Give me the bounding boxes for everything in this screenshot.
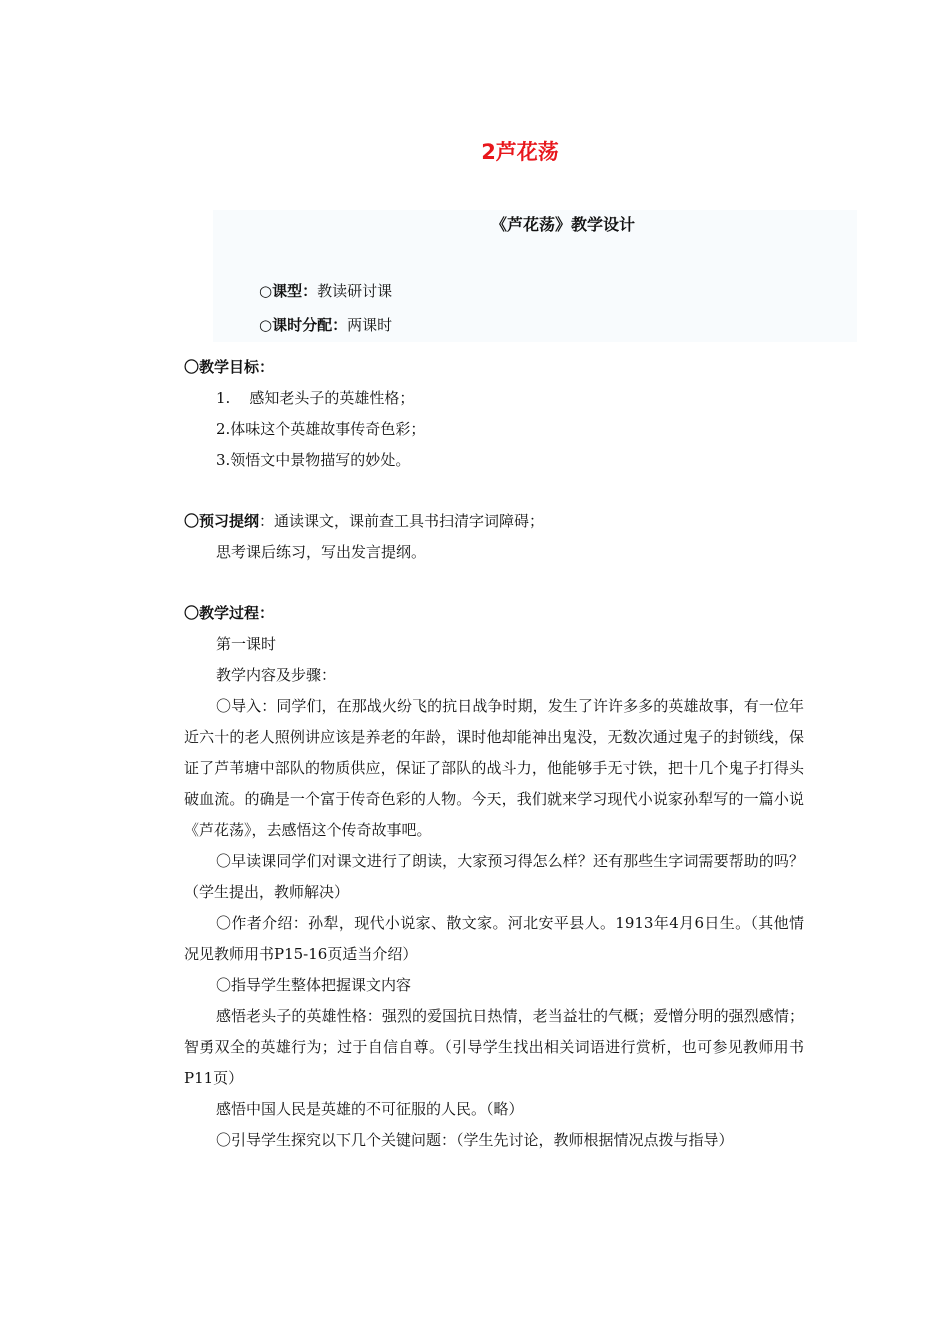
steps-title: 教学内容及步骤： <box>216 666 337 684</box>
lesson-type-label: ○课型： <box>259 282 318 300</box>
document-title: 《芦花荡》教学设计 <box>490 215 635 234</box>
preview-outline-line <box>184 506 804 537</box>
process-paragraph: 〇早读课同学们对课文进行了朗读，大家预习得怎么样？还有那些生字词需要帮助的吗？（学生提出，教师解决） <box>184 852 804 901</box>
lesson-info-box <box>213 210 857 342</box>
lesson-hours-label: ○课时分配： <box>259 316 348 334</box>
teaching-goals-section <box>184 352 804 476</box>
lesson-period: 第一课时 <box>216 635 277 653</box>
preview-outline-section <box>184 506 804 568</box>
teaching-process-heading: 〇教学过程： <box>184 604 275 622</box>
preview-outline-line-2: 思考课后练习，写出发言提纲。 <box>216 543 427 561</box>
lesson-hours-value: 两课时 <box>347 316 393 334</box>
process-paragraph: 〇指导学生整体把握课文内容 <box>216 976 412 994</box>
teaching-goals-heading: 〇教学目标： <box>184 358 275 376</box>
process-paragraph: 〇导入：同学们，在那战火纷飞的抗日战争时期，发生了许许多多的英雄故事，有一位年近六十的老人照例讲应该是养老的年龄，课时他却能神出鬼没，无数次通过鬼子的封锁线，保证了芦苇塘中部队的物质供应，保证了部队的战斗力，他能够手无寸铁，把十几个鬼子打得头破血流。的确是一个富于传奇色彩的人物。今天，我们就来学习现代小说家孙犁写的一篇小说《芦花荡》，去感悟这个传奇故事吧。 <box>184 697 804 839</box>
lesson-hours-line <box>259 314 392 335</box>
teaching-process-section <box>184 598 804 1156</box>
process-paragraph: 〇作者介绍：孙犁，现代小说家、散文家。河北安平县人。1913年4月6日生。（其他情况见教师用书P15-16页适当介绍） <box>184 914 804 963</box>
page-title: 2芦花荡 <box>481 140 559 164</box>
process-paragraph: 感悟老头子的英雄性格：强烈的爱国抗日热情，老当益壮的气概；爱憎分明的强烈感情；智勇双全的英雄行为；过于自信自尊。（引导学生找出相关词语进行赏析，也可参见教师用书P11页） <box>184 1007 804 1087</box>
process-paragraph: 感悟中国人民是英雄的不可征服的人民。（略） <box>216 1100 524 1118</box>
lesson-type-value: 教读研讨课 <box>317 282 393 300</box>
goal-item: 3.领悟文中景物描写的妙处。 <box>216 451 411 469</box>
preview-outline-text: ：通读课文，课前查工具书扫清字词障碍； <box>259 512 545 530</box>
goal-item: 2.体味这个英雄故事传奇色彩； <box>216 420 426 438</box>
process-paragraph: 〇引导学生探究以下几个关键问题：（学生先讨论，教师根据情况点拨与指导） <box>216 1131 734 1149</box>
preview-outline-heading: 〇预习提纲 <box>184 512 260 530</box>
goal-item: 1. 感知老头子的英雄性格； <box>216 389 415 407</box>
lesson-type-line <box>259 280 392 301</box>
